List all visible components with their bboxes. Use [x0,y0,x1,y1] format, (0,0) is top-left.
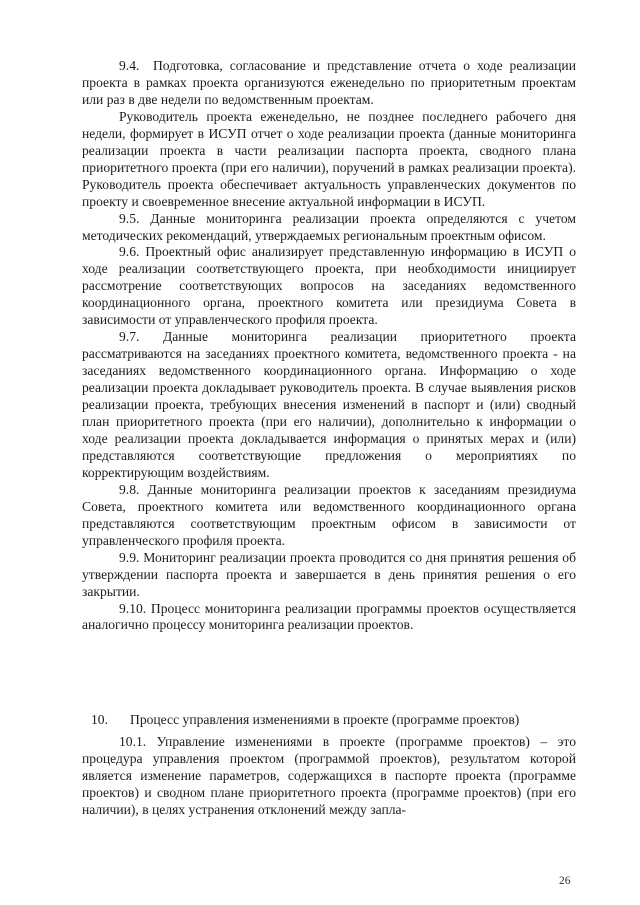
paragraph-10-1: 10.1. Управление изменениями в проекте (программе проектов) – это процедура управления проектом (программой проектов), результатом которой является изменение параметров, содержащихся в паспорте проекта (программе проектов) и сводном плане приоритетного проекта (программе проектов) (при его наличии), в целях устранения отклонений между запла- [82,734,576,817]
paragraph-9-8: 9.8. Данные мониторинга реализации проектов к заседаниям президиума Совета, проектного комитета или ведомственного координационного органа представляются соответствующим проектным офисом в зависимости от управленческого профиля проекта. [82,481,576,548]
page-number: 26 [559,875,571,887]
paragraph-9-9: 9.9. Мониторинг реализации проекта проводится со дня принятия решения об утверждении паспорта проекта и завершается в день принятия решения о его закрытии. [82,549,576,599]
text-block-section-10 [82,734,576,819]
paragraph-9-6: 9.6. Проектный офис анализирует представленную информацию в ИСУП о ходе реализации соответствующего проекта, при необходимости инициирует рассмотрение соответствующих вопросов на заседаниях ведомственного координационного органа, проектного комитета или президиума Совета в зависимости от управленческого профиля проекта. [82,244,576,328]
section-10-number: 10. [91,712,108,727]
paragraph-9-7: 9.7. Данные мониторинга реализации приоритетного проекта рассматриваются на заседаниях проектного комитета, ведомственного проекта - на заседаниях ведомственного координационного органа. Информацию о ходе реализации проекта докладывает руководитель проекта. В случае выявления рисков реализации проекта, требующих внесения изменений в паспорт и (или) сводный план приоритетного проекта (при его наличии), дополнительно к информации о ходе реализации проекта докладывается информация о принятых мерах и (или) представляются соответствующие предложения о мероприятиях по корректирующим воздействиям. [82,329,576,480]
paragraph-9-4: 9.4. Подготовка, согласование и представление отчета о ходе реализации проекта в рамках проекта организуются еженедельно по приоритетным проектам или раз в две недели по ведомственным проектам. [82,58,576,107]
section-10-heading [91,711,577,728]
paragraph-9-5: 9.5. Данные мониторинга реализации проекта определяются с учетом методических рекомендаций, утверждаемых региональным проектным офисом. [82,210,576,243]
section-10-title: Процесс управления изменениями в проекте (программе проектов) [130,712,520,727]
text-block-section-9 [82,58,576,634]
paragraph-9-4-project-manager: Руководитель проекта еженедельно, не позднее последнего рабочего дня недели, формирует в ИСУП отчет о ходе реализации проекта (данные мониторинга реализации проекта в части реализации паспорта проекта, сводного плана приоритетного проекта (при его наличии), поручений в рамках реализации проекта). Руководитель проекта обеспечивает актуальность управленческих документов по проекту и своевременное внесение актуальной информации в ИСУП. [82,108,576,209]
paragraph-9-10: 9.10. Процесс мониторинга реализации программы проектов осуществляется аналогично процессу мониторинга реализации проектов. [82,600,576,633]
